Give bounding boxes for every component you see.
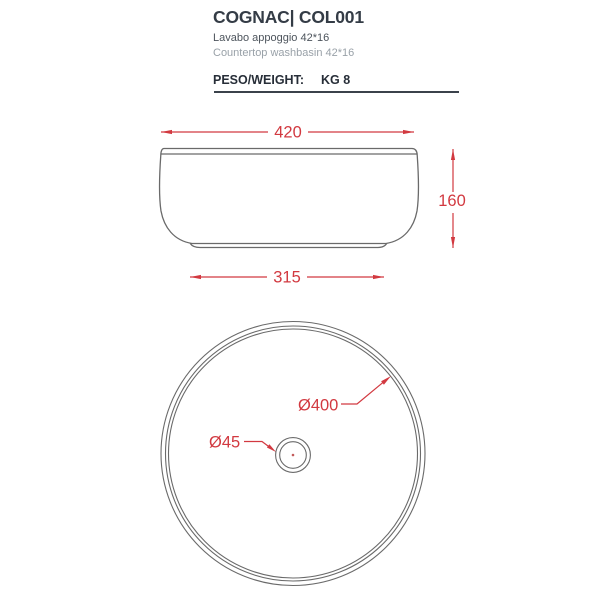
product-subtitle-english: Countertop washbasin 42*16 (213, 47, 355, 60)
drain-diameter-leader-line (244, 442, 270, 448)
product-subtitle-italian: Lavabo appoggio 42*16 (213, 32, 330, 45)
height-dim-label: 160 (438, 192, 466, 210)
width-dim-arrow-left (161, 130, 172, 134)
basin-outer-rim-circle (161, 322, 425, 586)
basin-foot-line (191, 244, 387, 248)
weight-label: PESO/WEIGHT: (213, 72, 304, 87)
height-dim-arrow-top (451, 149, 455, 160)
height-dim-arrow-bottom (451, 237, 455, 248)
width-dim-arrow-right (403, 130, 414, 134)
base-dim-arrow-left (190, 275, 201, 279)
drain-diameter-arrow (267, 444, 276, 452)
top-view-dimensions (209, 376, 391, 452)
base-dim-arrow-right (373, 275, 384, 279)
outer-diameter-leader-line (341, 382, 384, 404)
width-dim-label: 420 (274, 123, 302, 142)
front-view (160, 149, 419, 248)
basin-middle-rim-circle (166, 326, 421, 581)
outer-diameter-label: Ø400 (298, 396, 339, 415)
basin-inner-rim-circle (169, 329, 418, 578)
top-view (161, 322, 425, 586)
drain-center-dot (292, 454, 295, 457)
weight-value: KG 8 (320, 72, 351, 87)
basin-outline (160, 149, 419, 244)
product-title: COGNAC| COL001 (213, 7, 364, 27)
base-dim-label: 315 (273, 268, 301, 287)
drain-diameter-label: Ø45 (209, 433, 241, 452)
